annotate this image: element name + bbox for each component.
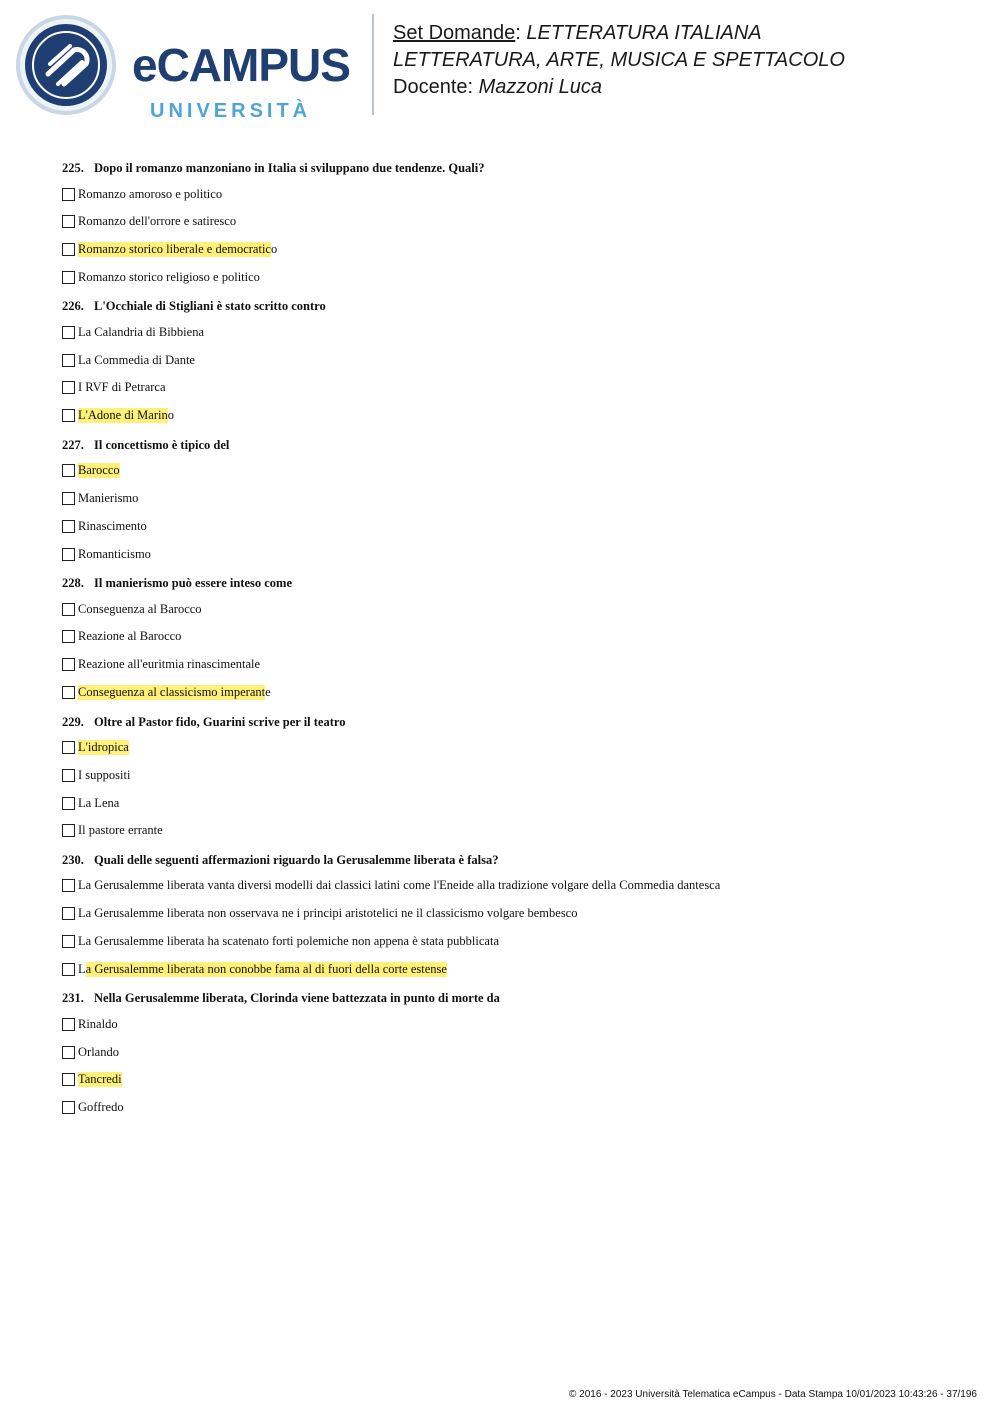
question-list (62, 160, 962, 1129)
answer-checkbox[interactable] (62, 381, 75, 394)
answer-checkbox[interactable] (62, 409, 75, 422)
logo-subtitle: UNIVERSITÀ (150, 100, 312, 122)
question-number: 230. (62, 852, 84, 867)
answer-text: Conseguenza al Barocco (78, 601, 202, 616)
answer-text: Orlando (78, 1044, 119, 1059)
answer-text: Rinaldo (78, 1016, 118, 1031)
answer-option[interactable] (62, 214, 962, 230)
answer-checkbox[interactable] (62, 1073, 75, 1086)
answer-option[interactable] (62, 352, 962, 368)
question-number: 226. (62, 299, 84, 314)
answer-checkbox[interactable] (62, 879, 75, 892)
question (62, 160, 962, 285)
answer-text: Manierismo (78, 491, 139, 506)
question (62, 714, 962, 839)
answer-checkbox[interactable] (62, 1018, 75, 1031)
answer-text: La Calandria di Bibbiena (78, 324, 205, 339)
answer-checkbox[interactable] (62, 741, 75, 754)
answer-option[interactable] (62, 324, 962, 340)
subject-line2: LETTERATURA, ARTE, MUSICA E SPETTACOLO (393, 49, 845, 71)
answer-option[interactable] (62, 1072, 962, 1088)
answer-option[interactable] (62, 242, 962, 258)
answer-highlighted-text: L'Adone di Marin (78, 408, 168, 423)
question-text: Oltre al Pastor fido, Guarini scrive per il teatro (94, 714, 346, 729)
answer-option[interactable] (62, 491, 962, 507)
answer-checkbox[interactable] (62, 1046, 75, 1059)
answer-checkbox[interactable] (62, 326, 75, 339)
answer-text: Romanticismo (78, 546, 151, 561)
answer-option[interactable] (62, 878, 962, 894)
question-text: Dopo il romanzo manzoniano in Italia si sviluppano due tendenze. Quali? (94, 161, 485, 175)
question-number: 228. (62, 576, 84, 591)
answer-text: La Gerusalemme liberata non osservava ne i principi aristotelici ne il classicismo volgare bembesco (78, 906, 578, 921)
answer-checkbox[interactable] (62, 215, 75, 228)
answer-text: Goffredo (78, 1100, 124, 1115)
answer-text: I RVF di Petrarca (78, 380, 166, 395)
answer-text: Il pastore errante (78, 823, 163, 838)
answer-text: Romanzo storico religioso e politico (78, 269, 260, 284)
question-number: 227. (62, 437, 84, 452)
answer-highlighted-text: Conseguenza al classicismo imperant (78, 685, 266, 700)
answer-option[interactable] (62, 518, 962, 534)
question-text: Quali delle seguenti affermazioni riguardo la Gerusalemme liberata è falsa? (94, 852, 499, 867)
answer-text: Romanzo amoroso e politico (78, 186, 223, 201)
answer-checkbox[interactable] (62, 548, 75, 561)
question-text: Nella Gerusalemme liberata, Clorinda viene battezzata in punto di morte da (94, 991, 500, 1006)
question-title (62, 437, 962, 453)
answer-text: La Gerusalemme liberata ha scatenato forti polemiche non appena è stata pubblicata (78, 934, 499, 949)
answer-text: L (78, 961, 86, 976)
teacher-name: Mazzoni Luca (478, 76, 603, 98)
answer-option[interactable] (62, 269, 962, 285)
answer-highlighted-text: Barocco (78, 463, 120, 478)
set-label: Set Domande (393, 22, 516, 44)
answer-checkbox[interactable] (62, 907, 75, 920)
question-number: 231. (62, 991, 84, 1006)
answer-option[interactable] (62, 657, 962, 673)
question-text: Il concettismo è tipico del (94, 437, 230, 452)
answer-highlighted-text: Tancredi (78, 1072, 122, 1087)
answer-option[interactable] (62, 186, 962, 202)
answer-text: o (270, 242, 278, 257)
question-title (62, 298, 962, 314)
answer-checkbox[interactable] (62, 686, 75, 699)
answer-checkbox[interactable] (62, 271, 75, 284)
answer-text: e (265, 685, 271, 700)
question-title (62, 990, 962, 1006)
answer-option[interactable] (62, 1044, 962, 1060)
answer-checkbox[interactable] (62, 492, 75, 505)
answer-checkbox[interactable] (62, 520, 75, 533)
answer-text: Reazione al Barocco (78, 629, 182, 644)
answer-option[interactable] (62, 1016, 962, 1032)
answer-option[interactable] (62, 934, 962, 950)
answer-highlighted-text: L'idropica (78, 740, 129, 755)
answer-text: Rinascimento (78, 518, 147, 533)
answer-checkbox[interactable] (62, 797, 75, 810)
answer-text: La Commedia di Dante (78, 352, 195, 367)
answer-checkbox[interactable] (62, 243, 75, 256)
answer-checkbox[interactable] (62, 464, 75, 477)
answer-checkbox[interactable] (62, 630, 75, 643)
teacher-line (393, 74, 845, 101)
answer-text: o (167, 408, 174, 423)
ecampus-logo (14, 14, 359, 122)
answer-option[interactable] (62, 961, 962, 977)
answer-text: I suppositi (78, 767, 131, 782)
question-title (62, 160, 962, 176)
question (62, 990, 962, 1115)
answer-checkbox[interactable] (62, 935, 75, 948)
question (62, 437, 962, 562)
answer-checkbox[interactable] (62, 769, 75, 782)
answer-highlighted-text: Romanzo storico liberale e democratic (78, 242, 271, 257)
teacher-label: Docente: (393, 76, 474, 98)
answer-text: La Gerusalemme liberata vanta diversi modelli dai classici latini come l'Eneide alla tradizione volgare della Commedia dantesca (78, 878, 721, 893)
answer-checkbox[interactable] (62, 188, 75, 201)
question (62, 852, 962, 977)
answer-option[interactable] (62, 740, 962, 756)
page-header (0, 0, 1000, 130)
answer-checkbox[interactable] (62, 658, 75, 671)
answer-option[interactable] (62, 685, 962, 701)
set-colon: : (515, 22, 521, 44)
answer-checkbox[interactable] (62, 1101, 75, 1114)
ecampus-emblem-icon (14, 14, 124, 118)
answer-option[interactable] (62, 380, 962, 396)
subject-line1: LETTERATURA ITALIANA (526, 22, 762, 44)
question-text: Il manierismo può essere inteso come (94, 576, 293, 591)
logo-wordmark: eCAMPUS (132, 39, 350, 91)
answer-checkbox[interactable] (62, 824, 75, 837)
answer-option[interactable] (62, 408, 962, 424)
answer-checkbox[interactable] (62, 963, 75, 976)
answer-option[interactable] (62, 601, 962, 617)
page-footer: © 2016 - 2023 Università Telematica eCampus - Data Stampa 10/01/2023 10:43:26 - 37/196 (569, 1389, 977, 1400)
answer-option[interactable] (62, 463, 962, 479)
answer-checkbox[interactable] (62, 354, 75, 367)
answer-text: Romanzo dell'orrore e satiresco (78, 214, 237, 229)
question-title (62, 852, 962, 868)
answer-option[interactable] (62, 795, 962, 811)
answer-option[interactable] (62, 906, 962, 922)
answer-text: Reazione all'euritmia rinascimentale (78, 657, 261, 672)
header-divider (372, 14, 374, 115)
answer-checkbox[interactable] (62, 603, 75, 616)
answer-highlighted-text: a Gerusalemme liberata non conobbe fama al di fuori della corte estense (85, 961, 447, 976)
question-title (62, 714, 962, 730)
answer-option[interactable] (62, 767, 962, 783)
answer-option[interactable] (62, 546, 962, 562)
question (62, 298, 962, 423)
question-text: L'Occhiale di Stigliani è stato scritto contro (94, 299, 326, 314)
question-number: 225. (62, 161, 84, 175)
answer-option[interactable] (62, 1100, 962, 1116)
question-title (62, 575, 962, 591)
set-line (393, 20, 845, 47)
answer-option[interactable] (62, 823, 962, 839)
header-info (393, 20, 845, 101)
answer-text: La Lena (78, 795, 120, 810)
answer-option[interactable] (62, 629, 962, 645)
question (62, 575, 962, 700)
question-number: 229. (62, 714, 84, 729)
